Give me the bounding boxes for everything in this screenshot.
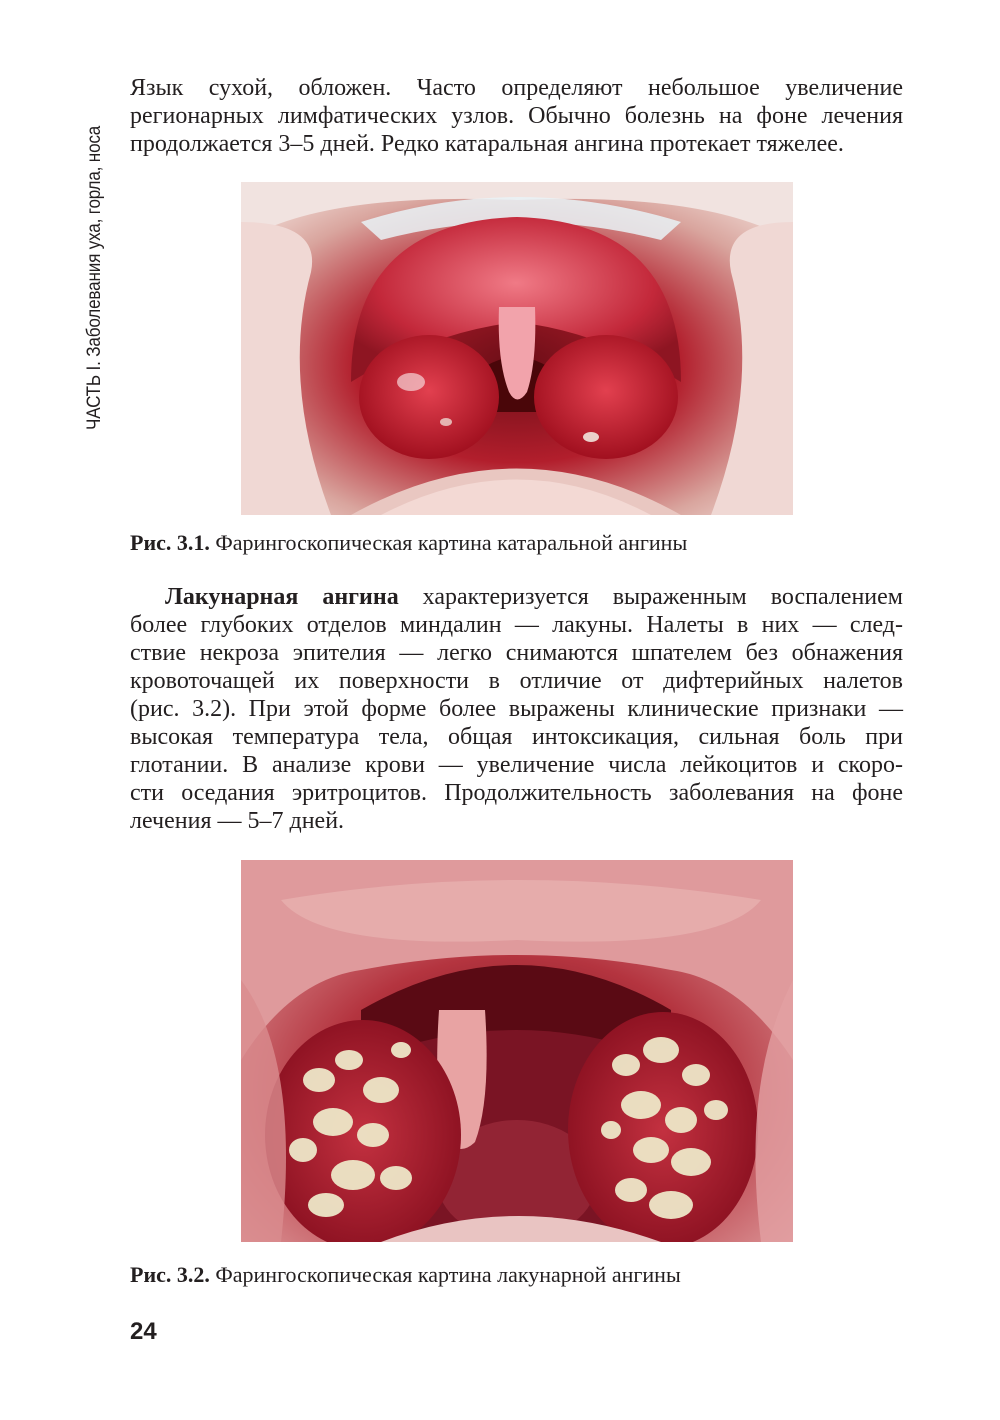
figure-caption	[130, 1262, 681, 1288]
text-line: кровоточащей их поверхности в отличие от дифтерийных налетов	[130, 668, 903, 694]
figure-caption	[130, 530, 687, 556]
throat-photo-illustration	[241, 182, 793, 515]
text-line: ствие некроза эпителия — легко снимаются шпателем без обнажения	[130, 640, 903, 666]
throat-photo-illustration	[241, 860, 793, 1242]
running-header: ЧАСТЬ I. Заболевания уха, горла, носа	[84, 125, 105, 430]
text-line: лечения — 5–7 дней.	[130, 808, 345, 834]
figure-catarrhal-tonsillitis-photo	[241, 182, 793, 515]
text-line: регионарных лимфатических узлов. Обычно болезнь на фоне лечения	[130, 103, 903, 129]
text-line	[130, 583, 903, 611]
figure-lacunar-tonsillitis-photo	[241, 860, 793, 1242]
text-line: более глубоких отделов миндалин — лакуны. Налеты в них — след-	[130, 612, 903, 638]
text-line: продолжается 3–5 дней. Редко катаральная ангина протекает тяжелее.	[130, 131, 844, 157]
figure-caption-text: Фарингоскопическая картина катаральной ангины	[215, 530, 688, 555]
text-line: высокая температура тела, общая интоксикация, сильная боль при	[130, 724, 903, 750]
text-fragment: характеризуется выраженным воспалением	[398, 584, 903, 610]
text-line: Язык сухой, обложен. Часто определяют небольшое увеличение	[130, 75, 903, 101]
text-line: сти оседания эритроцитов. Продолжительность заболевания на фоне	[130, 780, 903, 806]
term-lacunar: Лакунарная ангина	[165, 584, 399, 610]
paragraph-intro	[130, 74, 903, 158]
paragraph-lacunar	[130, 583, 903, 835]
text-line: (рис. 3.2). При этой форме более выражены клинические признаки —	[130, 696, 903, 722]
page-number: 24	[130, 1318, 157, 1345]
figure-label: Рис. 3.1.	[130, 530, 210, 555]
text-line: глотании. В анализе крови — увеличение числа лейкоцитов и скоро-	[130, 752, 903, 778]
figure-caption-text: Фарингоскопическая картина лакунарной ангины	[215, 1262, 681, 1287]
figure-label: Рис. 3.2.	[130, 1262, 210, 1287]
